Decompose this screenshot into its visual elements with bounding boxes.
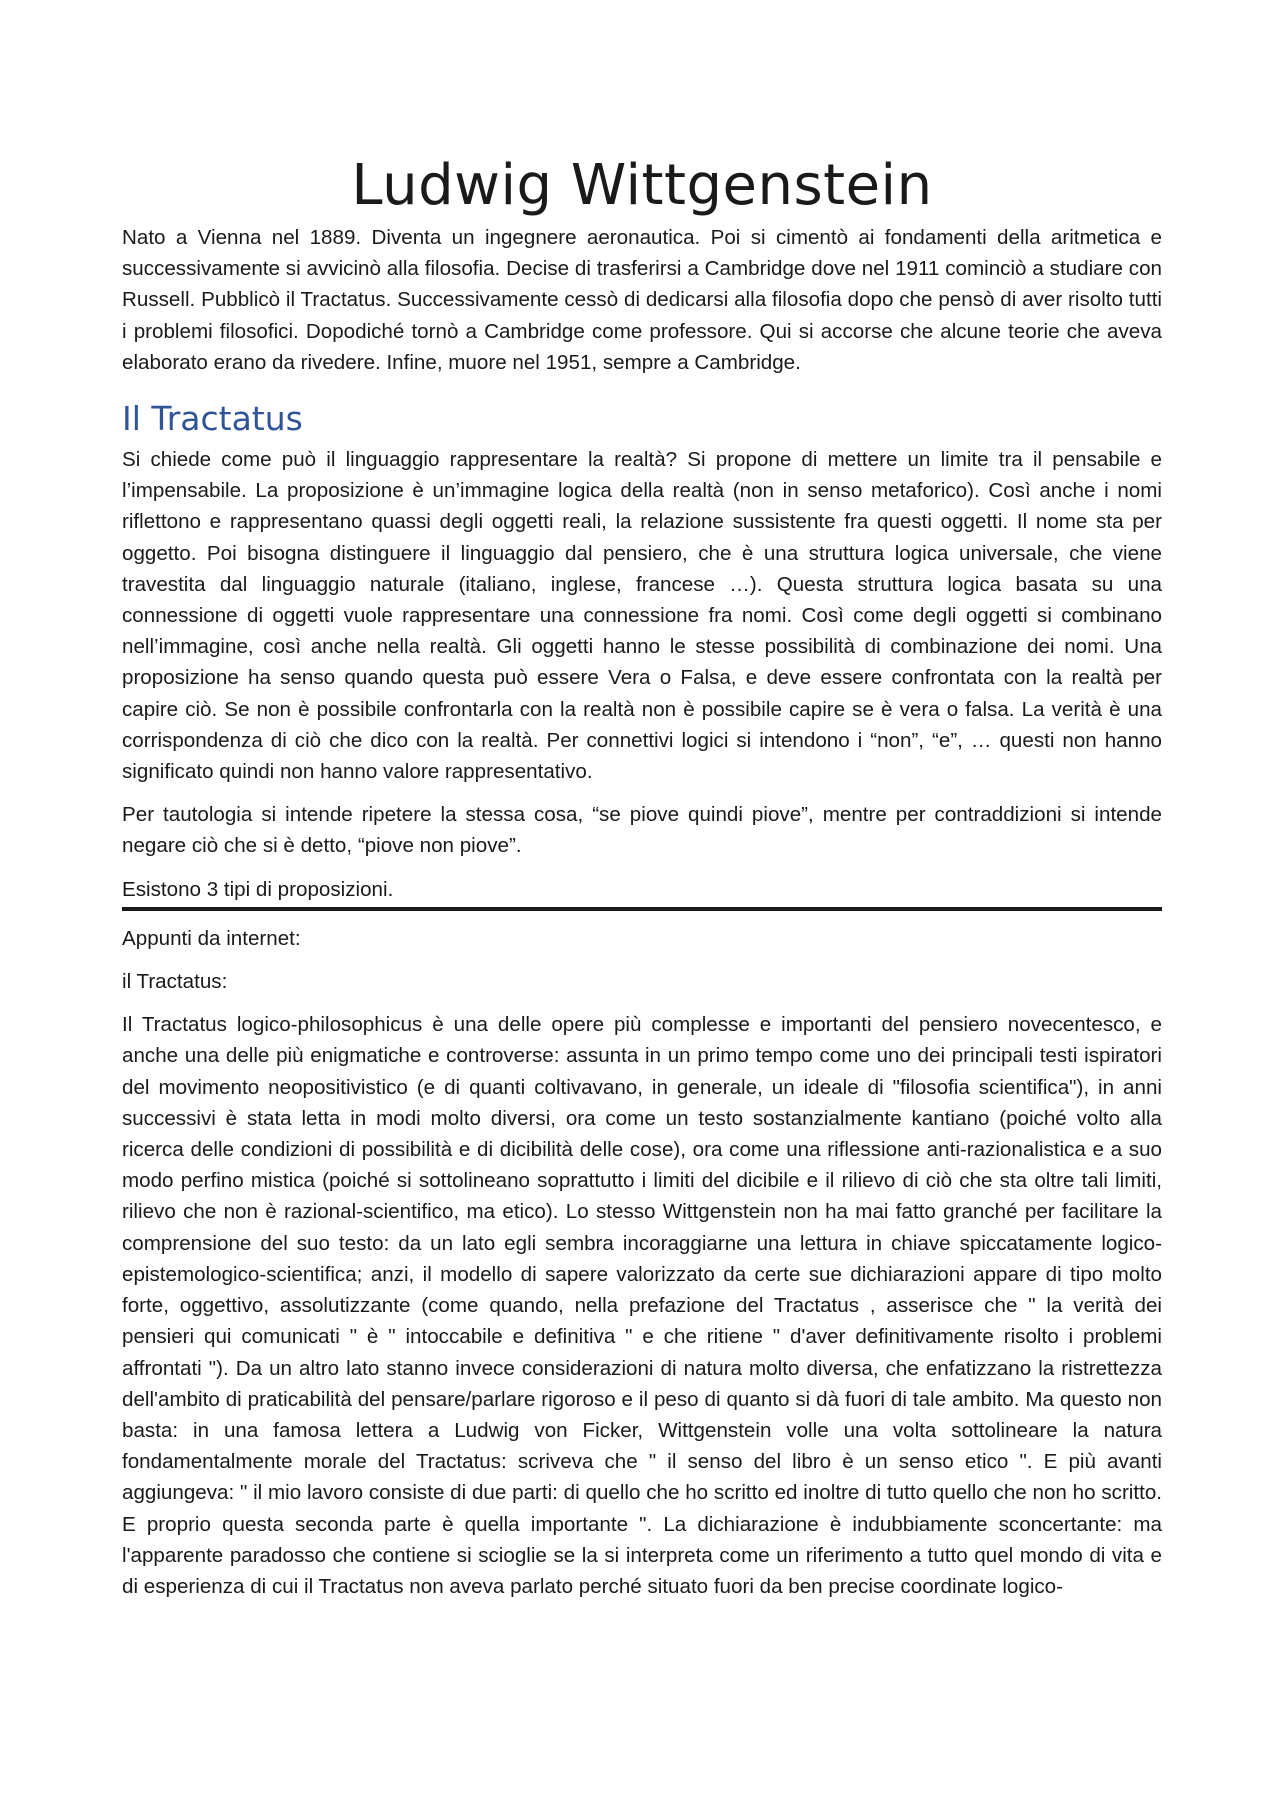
section-divider (122, 907, 1162, 911)
tractatus-paragraph-2: Per tautologia si intende ripetere la stessa cosa, “se piove quindi piove”, mentre per contraddizioni si intende negare ciò che si è detto, “piove non piove”. (122, 803, 1162, 858)
section-heading: Il Tractatus (122, 399, 303, 439)
tractatus-paragraph-3: Esistono 3 tipi di proposizioni. (122, 877, 394, 901)
intro-paragraph: Nato a Vienna nel 1889. Diventa un ingegnere aeronautica. Poi si cimentò ai fondamenti della aritmetica e successivamente si avvicinò alla filosofia. Decise di trasferirsi a Cambridge dove nel 1911 cominciò a studiare con Russell. Pubblicò il Tractatus. Successivamente cessò di dedicarsi alla filosofia dopo che pensò di aver risolto tutti i problemi filosofici. Dopodiché tornò a Cambridge come professore. Qui si accorse che alcune teorie che aveva elaborato erano da rivedere. Infine, muore nel 1951, sempre a Cambridge. (122, 226, 1162, 374)
notes-subtitle: il Tractatus: (122, 970, 228, 994)
notes-label: Appunti da internet: (122, 926, 301, 950)
document-page (122, 150, 1162, 1614)
tractatus-paragraph-1: Si chiede come può il linguaggio rappresentare la realtà? Si propone di mettere un limite tra il pensabile e l’impensabile. La proposizione è un’immagine logica della realtà (non in senso metaforico). Così anche i nomi riflettono e rappresentano quassi degli oggetti reali, la relazione sussistente fra questi oggetti. Il nome sta per oggetto. Poi bisogna distinguere il linguaggio dal pensiero, che è una struttura logica universale, che viene travestita dal linguaggio naturale (italiano, inglese, francese …). Questa struttura logica basata su una connessione di oggetti vuole rappresentare una connessione fra nomi. Così come degli oggetti si combinano nell’immagine, così anche nella realtà. Gli oggetti hanno le stesse possibilità di combinazione dei nomi. Una proposizione ha senso quando questa può essere Vera o Falsa, e deve essere confrontata con la realtà per capire ciò. Se non è possibile confrontarla con la realtà non è possibile capire se è vera o falsa. La verità è una corrispondenza di ciò che dico con la realtà. Per connettivi logici si intendono i “non”, “e”, … questi non hanno significato quindi non hanno valore rappresentativo. (122, 448, 1162, 784)
notes-body-paragraph: Il Tractatus logico-philosophicus è una delle opere più complesse e importanti del pensiero novecentesco, e anche una delle più enigmatiche e controverse: assunta in un primo tempo come uno dei principali testi ispiratori del movimento neopositivistico (e di quanti coltivavano, in generale, un ideale di "filosofia scientifica"), in anni successivi è stata letta in modi molto diversi, ora come un testo sostanzialmente kantiano (poiché volto alla ricerca delle condizioni di possibilità e di dicibilità delle cose), ora come una riflessione anti-razionalistica e a suo modo perfino mistica (poiché si sottolineano soprattutto i limiti del dicibile e il rilievo di ciò che sta oltre tali limiti, rilievo che non è razional-scientifico, ma etico). Lo stesso Wittgenstein non ha mai fatto granché per facilitare la comprensione del suo testo: da un lato egli sembra incoraggiarne una lettura in chiave spiccatamente logico-epistemologico-scientifica; anzi, il modello di sapere valorizzato da certe sue dichiarazioni appare di tipo molto forte, oggettivo, assolutizzante (come quando, nella prefazione del Tractatus , asserisce che " la verità dei pensieri qui comunicati " è " intoccabile e definitiva " e che ritiene " d'aver definitivamente risolto i problemi affrontati "). Da un altro lato stanno invece considerazioni di natura molto diversa, che enfatizzano la ristrettezza dell'ambito di praticabilità del pensare/parlare rigoroso e il peso di quanto si dà fuori di tale ambito. Ma questo non basta: in una famosa lettera a Ludwig von Ficker, Wittgenstein volle una volta sottolineare la natura fondamentalmente morale del Tractatus: scriveva che " il senso del libro è un senso etico ". E più avanti aggiungeva: " il mio lavoro consiste di due parti: di quello che ho scritto ed inoltre di tutto quello che non ho scritto. E proprio questa seconda parte è quella importante ". La dichiarazione è indubbiamente sconcertante: ma l'apparente paradosso che contiene si scioglie se la si interpreta come un riferimento a tutto quel mondo di vita e di esperienza di cui il Tractatus non aveva parlato perché situato fuori da ben precise coordinate logico- (122, 1013, 1162, 1598)
document-title: Ludwig Wittgenstein (351, 153, 933, 218)
